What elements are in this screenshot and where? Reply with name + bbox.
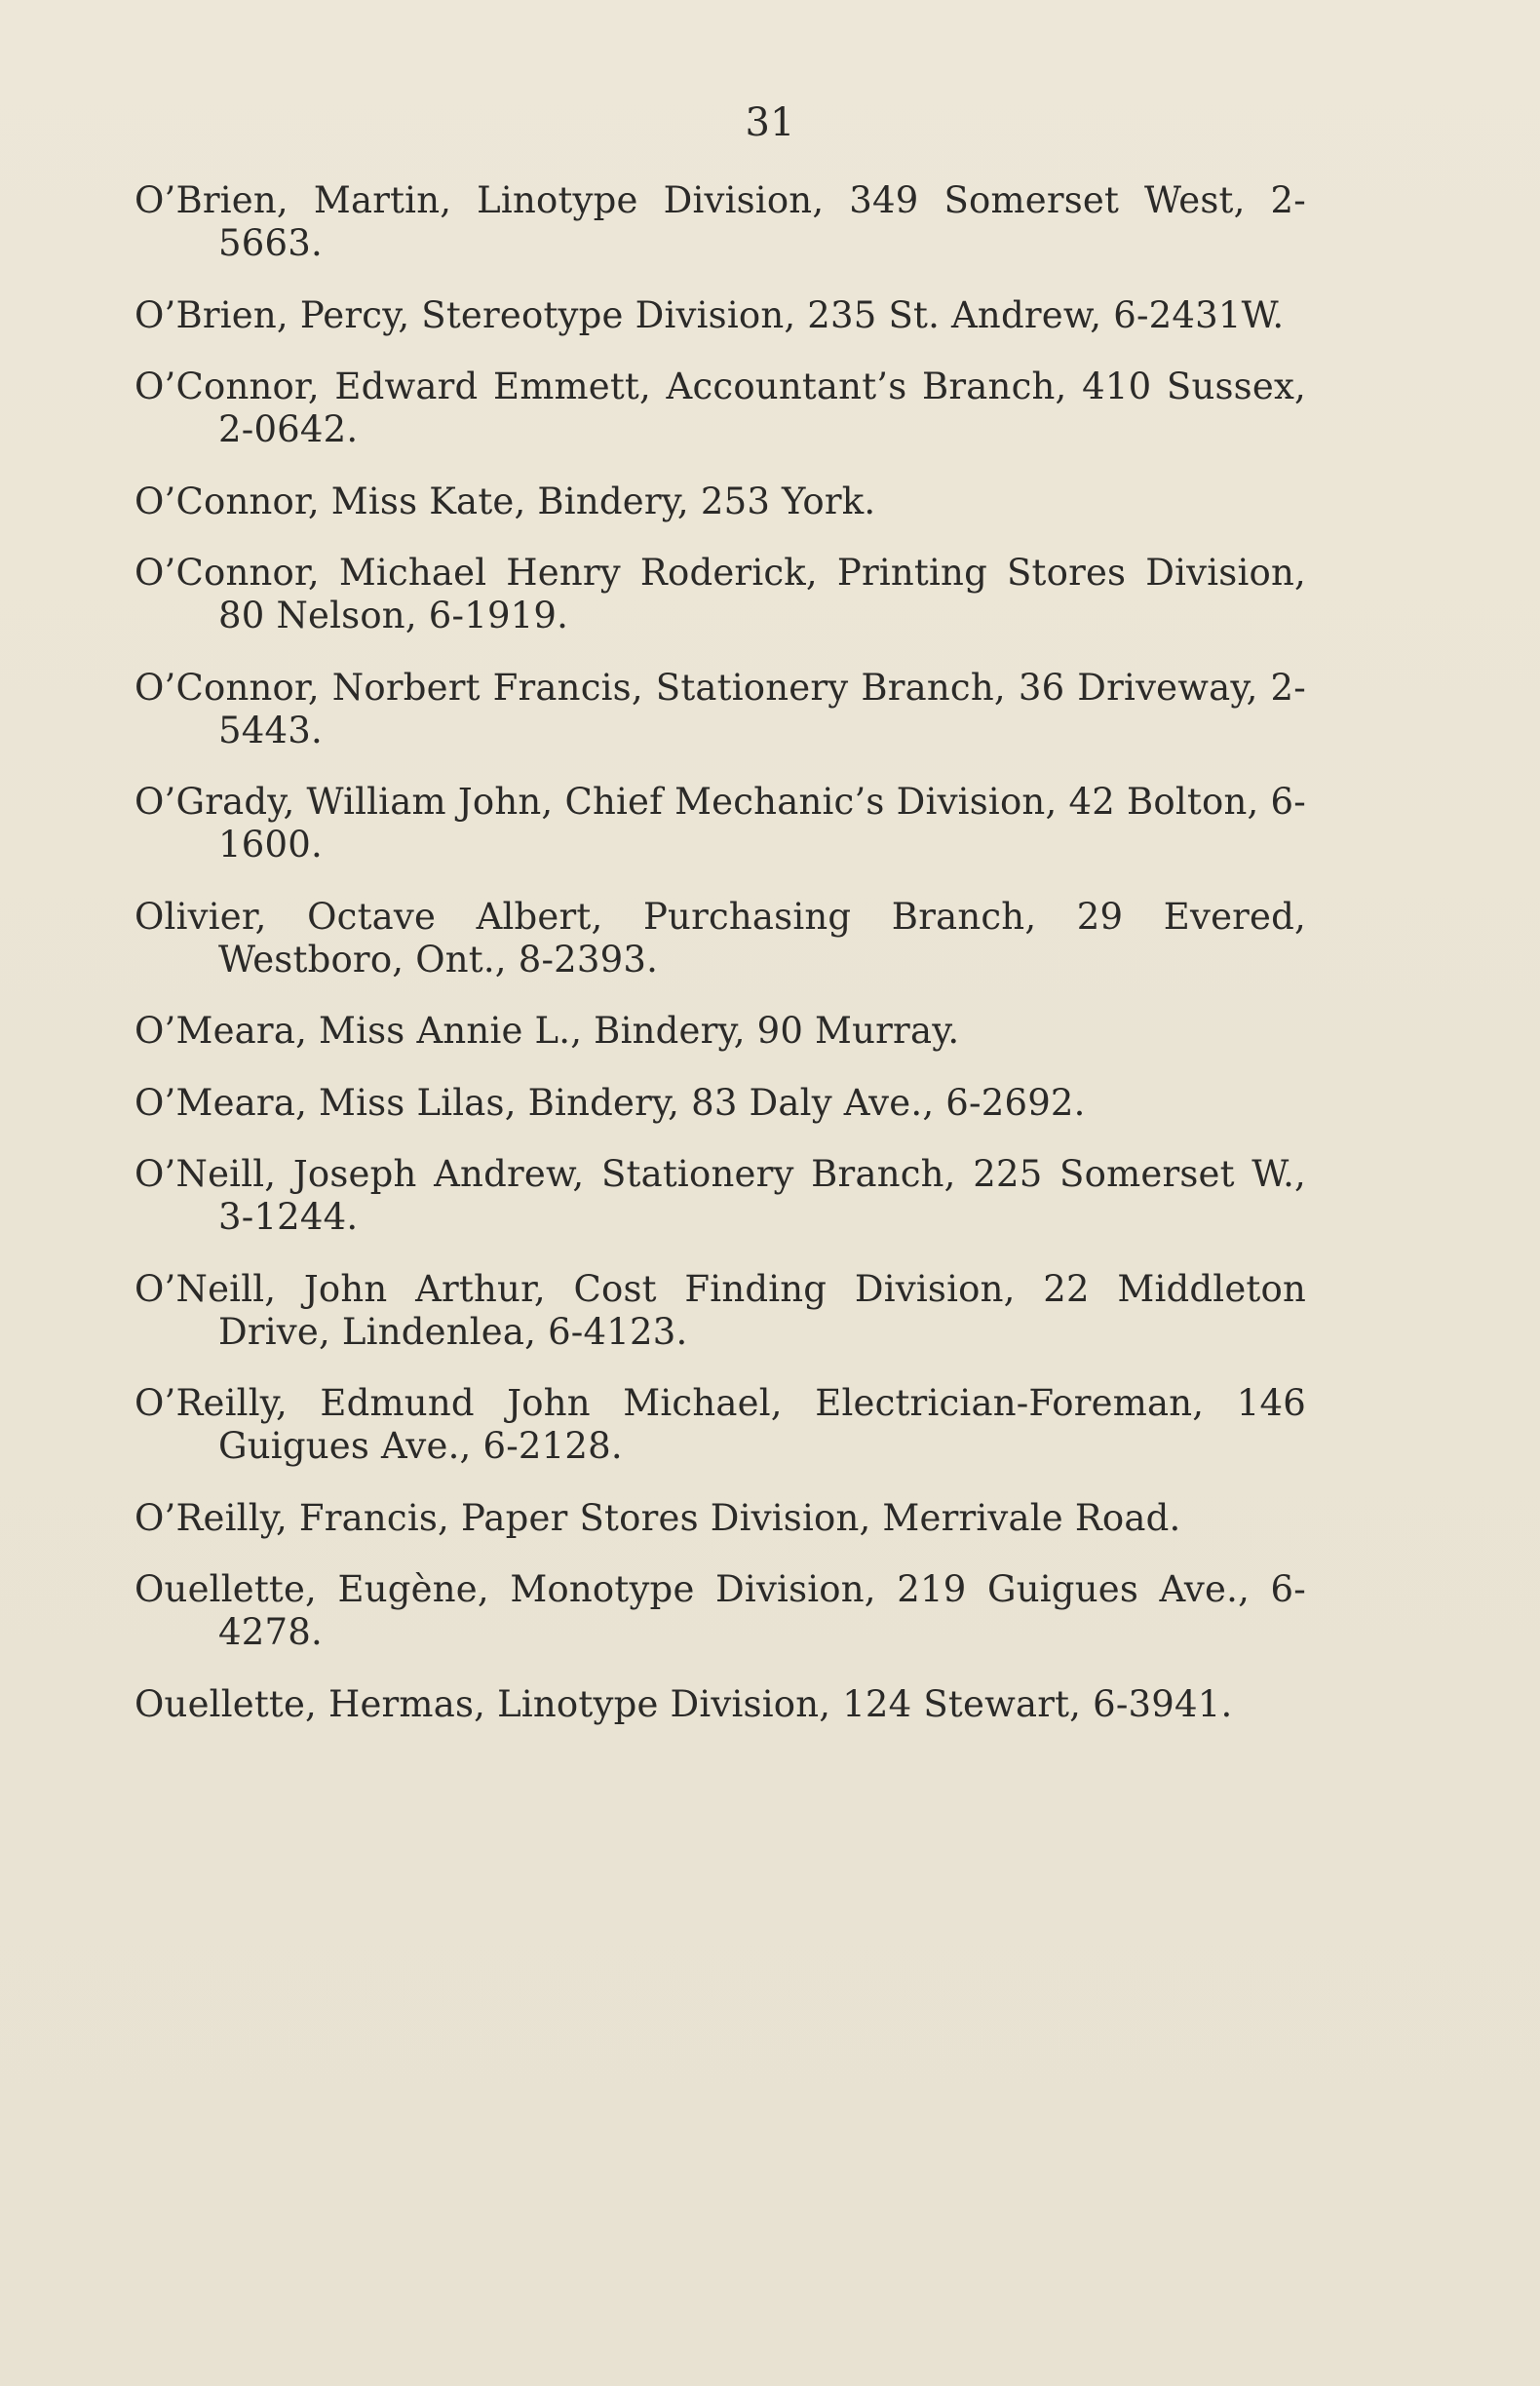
list-item: O’Neill, John Arthur, Cost Finding Division, 22 Middleton Drive, Lindenlea, 6-4123.: [135, 1267, 1306, 1353]
list-item: O’Connor, Edward Emmett, Accountant’s Branch, 410 Sussex, 2-0642.: [135, 366, 1306, 450]
directory-list: [135, 179, 1306, 1754]
list-item: O’Meara, Miss Annie L., Bindery, 90 Murray.: [135, 1010, 960, 1052]
page-number: 31: [745, 100, 795, 145]
list-item: O’Neill, Joseph Andrew, Stationery Branch, 225 Somerset W., 3-1244.: [135, 1153, 1306, 1238]
list-item: Ouellette, Hermas, Linotype Division, 124 Stewart, 6-3941.: [135, 1682, 1233, 1725]
list-item: Ouellette, Eugène, Monotype Division, 219 Guigues Ave., 6-4278.: [135, 1568, 1306, 1653]
list-item: O’Connor, Miss Kate, Bindery, 253 York.: [135, 480, 876, 522]
list-item: O’Connor, Michael Henry Roderick, Printing Stores Division, 80 Nelson, 6-1919.: [135, 552, 1306, 636]
list-item: O’Grady, William John, Chief Mechanic’s Division, 42 Bolton, 6-1600.: [135, 781, 1306, 866]
list-item: O’Brien, Martin, Linotype Division, 349 Somerset West, 2-5663.: [135, 179, 1306, 264]
list-item: O’Meara, Miss Lilas, Bindery, 83 Daly Ave., 6-2692.: [135, 1081, 1086, 1124]
list-item: O’Reilly, Francis, Paper Stores Division, Merrivale Road.: [135, 1496, 1181, 1539]
list-item: O’Connor, Norbert Francis, Stationery Branch, 36 Driveway, 2-5443.: [135, 666, 1306, 751]
list-item: Olivier, Octave Albert, Purchasing Branch, 29 Evered, Westboro, Ont., 8-2393.: [135, 895, 1306, 981]
list-item: O’Reilly, Edmund John Michael, Electrician-Foreman, 146 Guigues Ave., 6-2128.: [135, 1382, 1306, 1467]
list-item: O’Brien, Percy, Stereotype Division, 235 St. Andrew, 6-2431W.: [135, 293, 1285, 336]
